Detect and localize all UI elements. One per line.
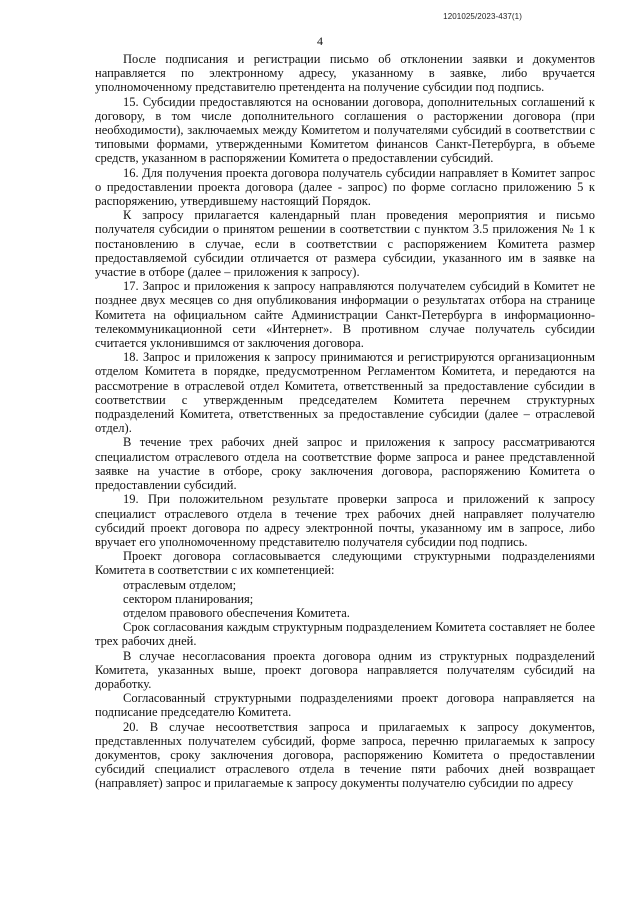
list-item-approver: сектором планирования; — [123, 591, 254, 606]
paragraph-16: 16. Для получения проекта договора получатель субсидии направляет в Комитет запрос о предоставлении проекта договора (далее - запрос) по форме согласно приложению 5 к распоряжению, утвердившему настоящий Порядок. — [95, 165, 595, 209]
paragraph-non-approval: В случае несогласования проекта договора одним из структурных подразделений Комитета, указанных выше, проект договора направляется получателям субсидий на доработку. — [95, 648, 595, 691]
document-body — [95, 52, 595, 791]
paragraph-17: 17. Запрос и приложения к запросу направляются получателем субсидий в Комитет не позднее двух месяцев со дня опубликования информации о результатах отбора на странице Комитета на официальном сайте Администрации Санкт-Петербурга в информационно-телекоммуникационной сети «Интернет». В противном случае получатель субсидии считается уклонившимся от заключения договора. — [95, 279, 595, 351]
paragraph-18: 18. Запрос и приложения к запросу принимаются и регистрируются организационным отделом Комитета в порядке, предусмотренном Регламентом Комитета, и передаются на рассмотрение в отраслевой отдел Комитета, ответственный за предоставление субсидии в соответствии с утвержденным председателем Комитета перечнем структурных подразделений Комитета, ответственных за предоставление субсидии (далее – отраслевой отдел). — [95, 350, 595, 436]
document-id: 1201025/2023-437(1) — [443, 12, 522, 21]
paragraph-20: 20. В случае несоответствия запроса и прилагаемых к запросу документов, представленных получателем субсидий, форме запроса, перечню прилагаемых к запросу документов, сроку заключения договора, распоряжению Комитета о предоставлении субсидий специалист отраслевого отдела в течение пяти рабочих дней возвращает (направляет) запрос и прилагаемые к запросу документы получателю субсидии по адресу — [95, 719, 595, 791]
paragraph-signing: Согласованный структурными подразделениями проект договора направляется на подписание председателю Комитета. — [95, 691, 595, 720]
list-item-approver: отделом правового обеспечения Комитета. — [123, 605, 350, 620]
paragraph-approval-intro: Проект договора согласовывается следующими структурными подразделениями Комитета в соответствии с их компетенцией: — [95, 549, 595, 578]
page-number: 4 — [317, 34, 323, 48]
paragraph-approval-term: Срок согласования каждым структурным подразделением Комитета составляет не более трех рабочих дней. — [95, 620, 595, 649]
list-item-approver: отраслевым отделом; — [123, 577, 237, 592]
paragraph-review-period: В течение трех рабочих дней запрос и приложения к запросу рассматриваются специалистом отраслевого отдела на соответствие форме запроса и ранее представленной заявке на участие в отборе, сроку заключения договора, распоряжению Комитета о предоставлении субсидий. — [95, 435, 595, 493]
paragraph-15: 15. Субсидии предоставляются на основании договора, дополнительных соглашений к договору, в том числе дополнительного соглашения о расторжении договора (при необходимости), заключаемых между Комитетом и получателями субсидий в соответствии с типовыми формами, утвержденными Комитетом финансов Санкт-Петербурга, в объеме средств, указанном в распоряжении Комитета о предоставлении субсидий. — [95, 94, 595, 166]
paragraph-19: 19. При положительном результате проверки запроса и приложений к запросу специалист отраслевого отдела в течение трех рабочих дней направляет получателю субсидий проект договора по адресу электронной почты, указанному им в запросе, либо вручает его уполномоченному представителю получателя субсидии под подпись. — [95, 492, 595, 549]
paragraph-request-attachments: К запросу прилагается календарный план проведения мероприятия и письмо получателя субсидии о принятом решении в соответствии с пунктом 3.5 приложения № 1 к постановлению в случае, если в соответствии с распоряжением Комитета размер предоставляемой субсидии отличается от размера субсидии, указанного им в заявке на участие в отборе (далее – приложения к запросу). — [95, 208, 595, 280]
paragraph-rejection-letter: После подписания и регистрации письмо об отклонении заявки и документов направляется по электронному адресу, указанному в заявке, либо вручается уполномоченному представителю претендента на получение субсидии под подпись. — [95, 52, 595, 95]
